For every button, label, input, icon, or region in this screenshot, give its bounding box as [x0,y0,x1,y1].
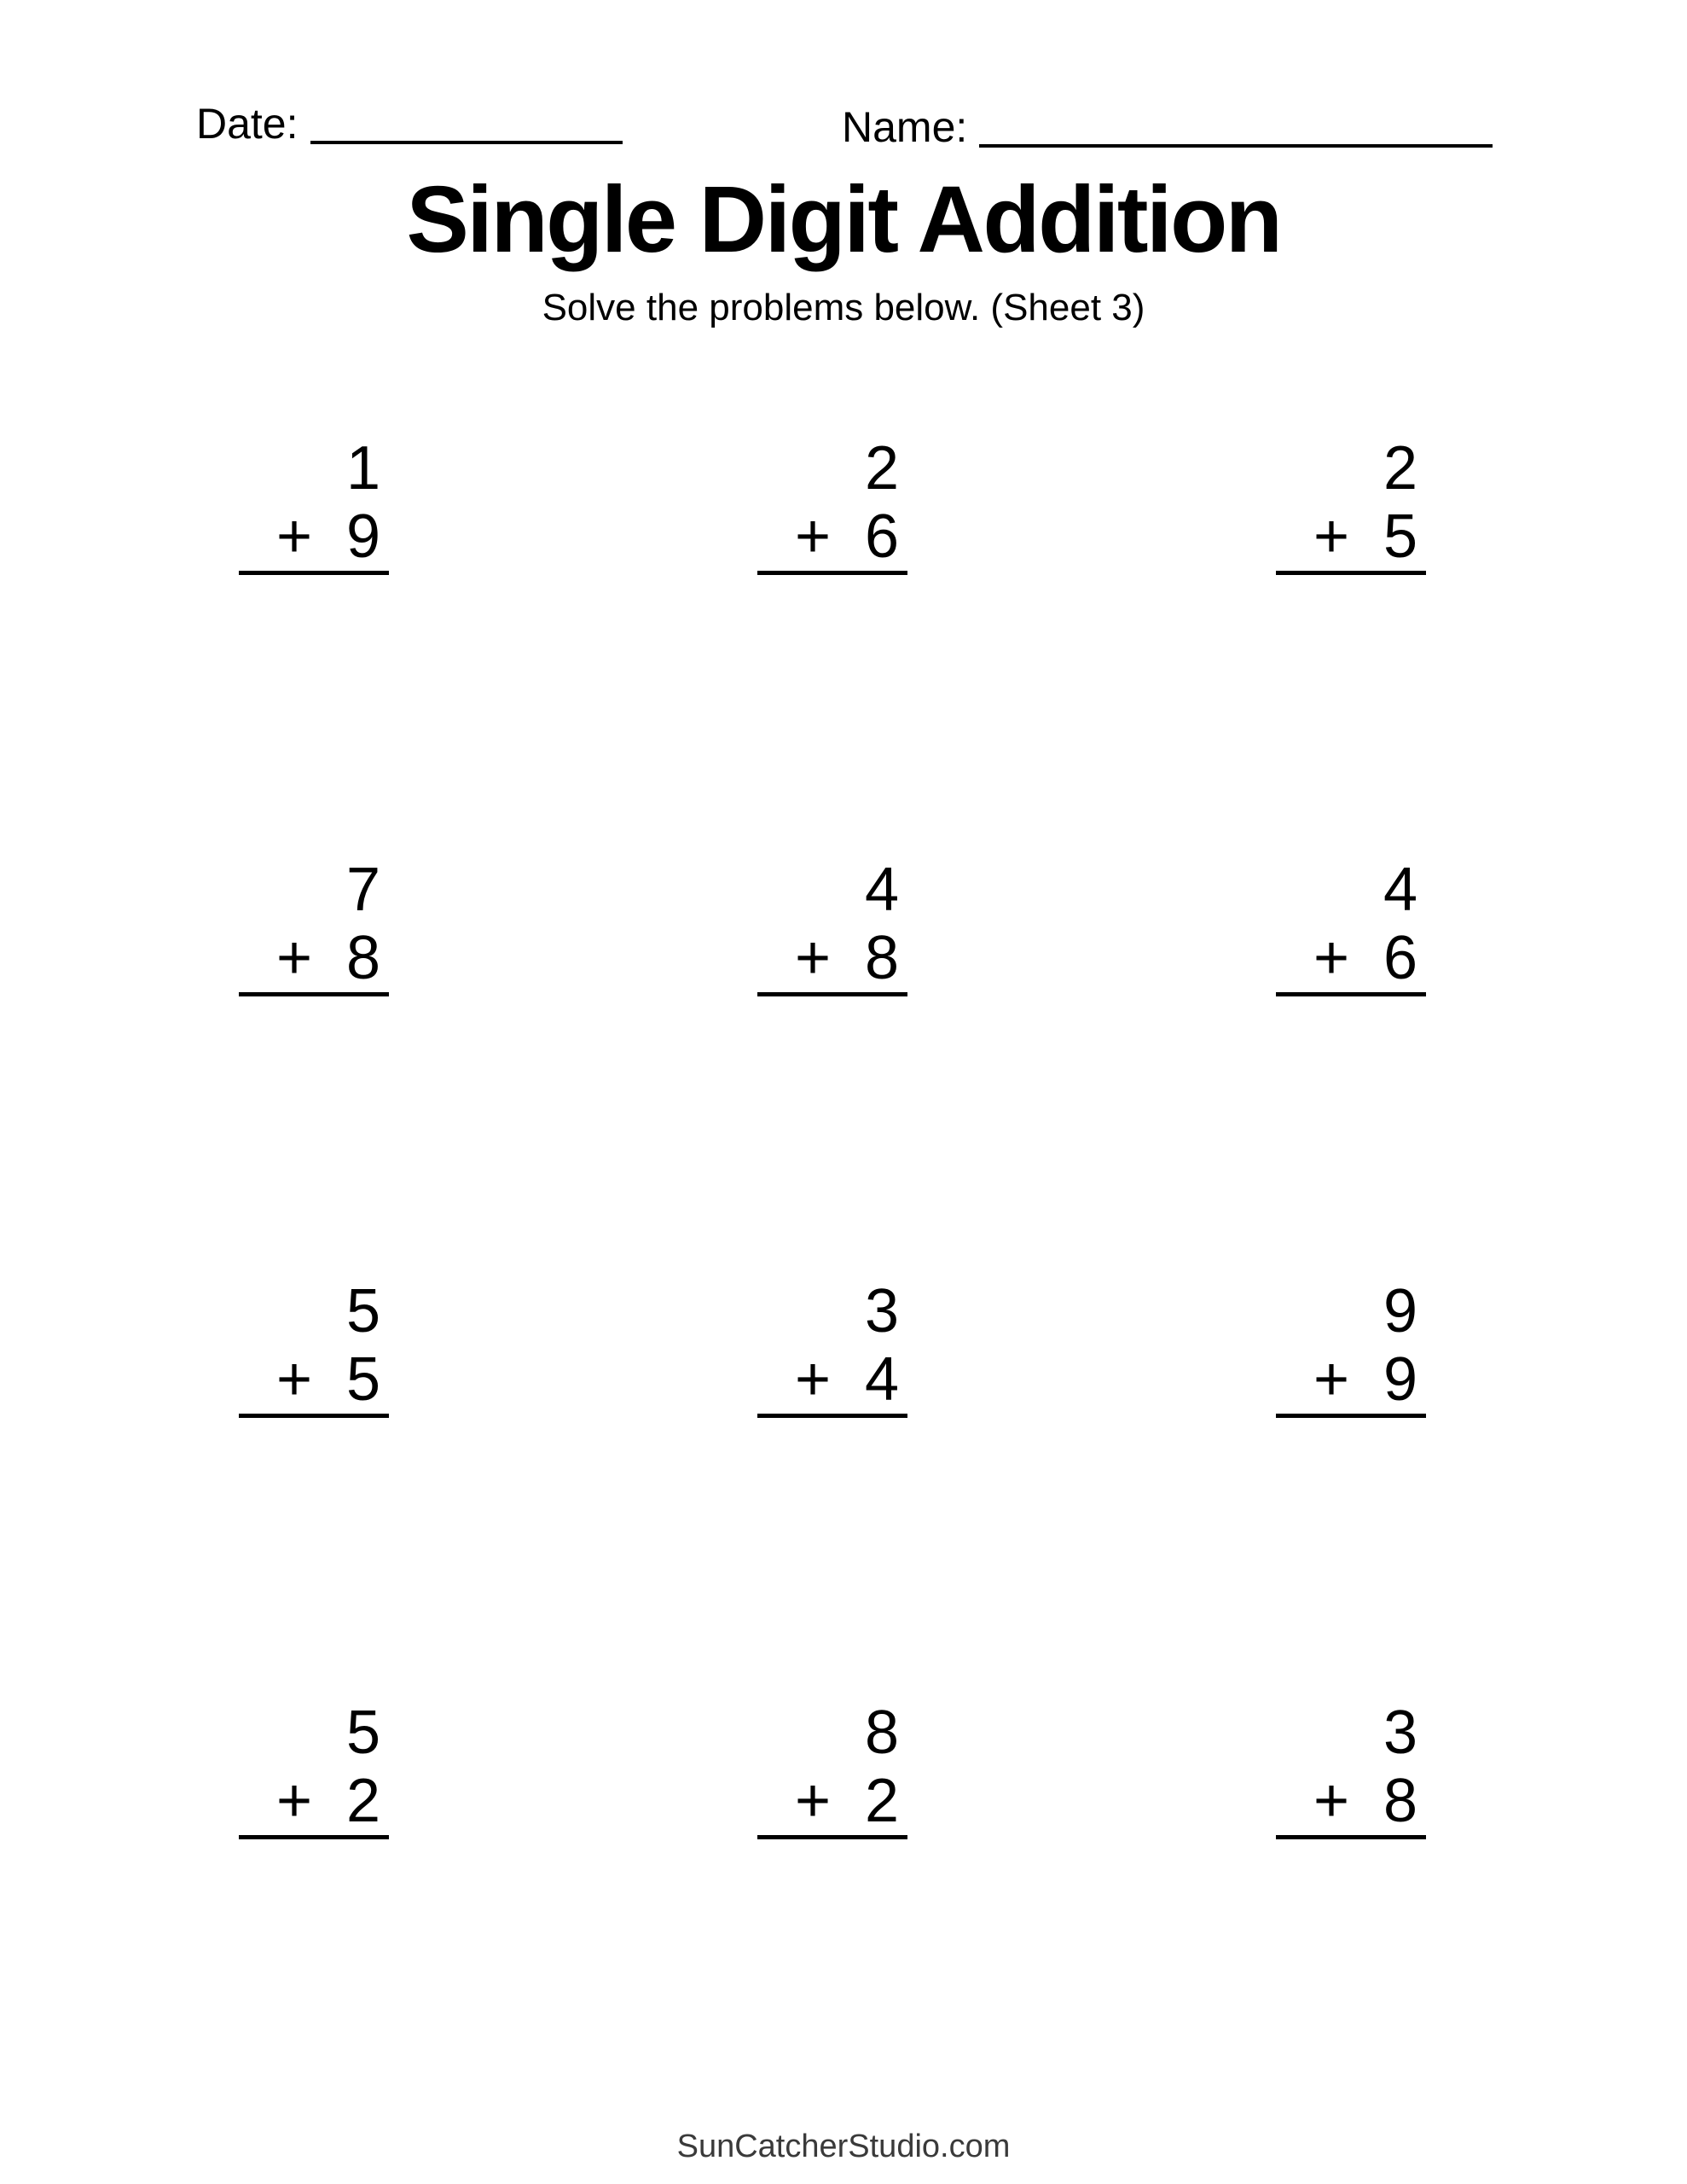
plus-operator: + [795,1345,832,1414]
addend-bottom-row [757,502,907,571]
addend-bottom-row [239,502,389,571]
addend-top: 2 [864,434,899,502]
addend-bottom: 9 [345,502,380,571]
problems-row-4 [239,1699,1426,1950]
name-input-line[interactable] [979,110,1493,148]
answer-space[interactable] [757,575,907,686]
problem-6 [1276,856,1426,1107]
equation [1276,434,1426,575]
problem-2 [757,434,907,686]
addend-bottom: 5 [1383,502,1417,571]
addend-bottom: 5 [345,1345,380,1414]
equation [239,856,389,996]
problem-12 [1276,1699,1426,1950]
name-field [842,102,1493,152]
plus-operator: + [276,924,313,992]
addend-bottom-row [1276,924,1426,992]
plus-operator: + [276,502,313,571]
plus-operator: + [276,1345,313,1414]
addend-top: 3 [864,1277,899,1345]
answer-space[interactable] [239,996,389,1107]
addend-bottom-row [239,924,389,992]
addend-bottom: 8 [1383,1767,1417,1835]
equation [239,1277,389,1418]
problem-9 [1276,1277,1426,1529]
date-label: Date: [196,100,299,148]
equation [1276,856,1426,996]
addend-bottom: 8 [864,924,899,992]
addend-top: 8 [864,1699,899,1767]
addend-bottom-row [239,1345,389,1414]
addend-bottom: 2 [864,1767,899,1835]
plus-operator: + [1313,924,1350,992]
answer-space[interactable] [1276,996,1426,1107]
problem-3 [1276,434,1426,686]
page-title: Single Digit Addition [406,167,1281,272]
answer-space[interactable] [757,996,907,1107]
addend-top: 7 [345,856,380,924]
plus-operator: + [1313,1345,1350,1414]
problems-row-1 [239,434,1426,686]
footer-site: SunCatcherStudio.com [676,2129,1011,2164]
date-field [196,99,623,148]
answer-space[interactable] [239,1839,389,1950]
addend-top: 4 [864,856,899,924]
addend-bottom-row [1276,1767,1426,1835]
plus-operator: + [795,502,832,571]
addend-bottom-row [757,1345,907,1414]
equation [757,1277,907,1418]
page-subtitle: Solve the problems below. (Sheet 3) [542,287,1145,328]
answer-space[interactable] [1276,1418,1426,1529]
addend-bottom-row [757,924,907,992]
equation [1276,1277,1426,1418]
date-input-line[interactable] [310,107,623,144]
addend-bottom-row [239,1767,389,1835]
addend-bottom: 2 [345,1767,380,1835]
answer-space[interactable] [1276,1839,1426,1950]
addend-bottom: 4 [864,1345,899,1414]
addend-bottom-row [1276,1345,1426,1414]
addend-top: 5 [345,1277,380,1345]
equation [239,1699,389,1839]
answer-space[interactable] [757,1839,907,1950]
problems-row-3 [239,1277,1426,1529]
problem-1 [239,434,389,686]
equation [239,434,389,575]
equation [757,434,907,575]
addend-top: 1 [345,434,380,502]
name-label: Name: [842,103,968,151]
answer-space[interactable] [239,1418,389,1529]
problem-11 [757,1699,907,1950]
addend-top: 9 [1383,1277,1417,1345]
addend-bottom: 9 [1383,1345,1417,1414]
addend-top: 2 [1383,434,1417,502]
problem-8 [757,1277,907,1529]
addend-bottom: 6 [1383,924,1417,992]
equation [757,856,907,996]
answer-space[interactable] [239,575,389,686]
plus-operator: + [1313,502,1350,571]
addend-top: 5 [345,1699,380,1767]
addend-bottom-row [757,1767,907,1835]
equation [1276,1699,1426,1839]
addend-top: 3 [1383,1699,1417,1767]
answer-space[interactable] [1276,575,1426,686]
addend-bottom-row [1276,502,1426,571]
answer-space[interactable] [757,1418,907,1529]
plus-operator: + [795,1767,832,1835]
plus-operator: + [276,1767,313,1835]
problem-5 [757,856,907,1107]
problems-row-2 [239,856,1426,1107]
plus-operator: + [795,924,832,992]
problem-4 [239,856,389,1107]
problems-grid [239,434,1426,1950]
addend-bottom: 6 [864,502,899,571]
problem-10 [239,1699,389,1950]
problem-7 [239,1277,389,1529]
addend-top: 4 [1383,856,1417,924]
addend-bottom: 8 [345,924,380,992]
plus-operator: + [1313,1767,1350,1835]
equation [757,1699,907,1839]
